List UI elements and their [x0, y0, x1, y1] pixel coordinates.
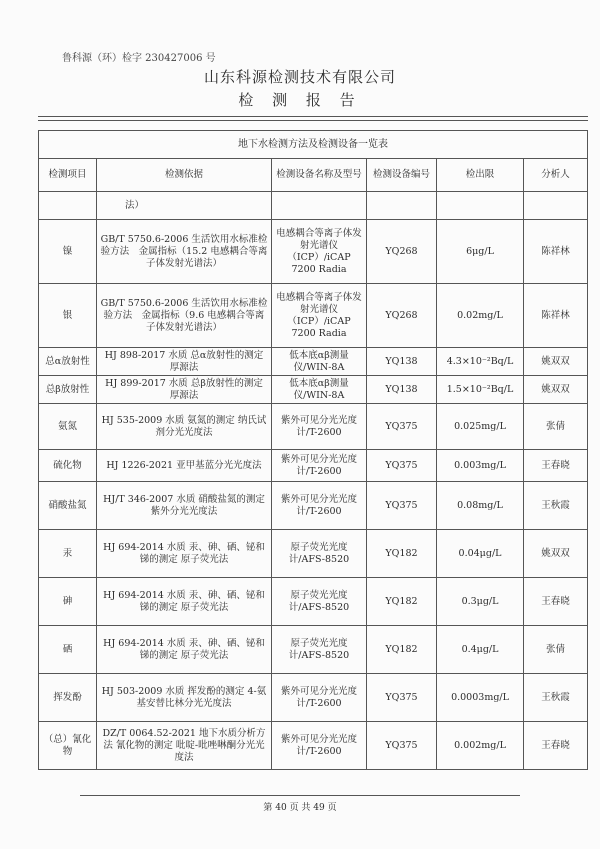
basis-cell: HJ 694-2014 水质 汞、砷、硒、铋和锑的测定 原子荧光法 [97, 626, 272, 674]
limit-cell: 0.003mg/L [437, 450, 524, 482]
table-row [39, 220, 588, 284]
device-cell: 原子荧光光度计/AFS-8520 [272, 530, 367, 578]
table-cell [39, 192, 97, 220]
basis-cell: HJ 1226-2021 亚甲基蓝分光光度法 [97, 450, 272, 482]
limit-cell: 0.0003mg/L [437, 674, 524, 722]
device-cell: 紫外可见分光光度计/T-2600 [272, 482, 367, 530]
basis-cell: GB/T 5750.6-2006 生活饮用水标准检验方法 金属指标（9.6 电感耦合等离子体发射光谱法） [97, 284, 272, 348]
device-no-cell: YQ268 [367, 220, 437, 284]
device-cell: 低本底αβ测量仪/WIN-8A [272, 348, 367, 376]
table-row [39, 404, 588, 450]
device-cell: 低本底αβ测量仪/WIN-8A [272, 376, 367, 404]
basis-cell: HJ 694-2014 水质 汞、砷、硒、铋和锑的测定 原子荧光法 [97, 578, 272, 626]
item-cell: （总）氰化物 [39, 722, 97, 770]
analyst-cell: 陈祥林 [524, 284, 588, 348]
item-cell: 汞 [39, 530, 97, 578]
table-caption: 地下水检测方法及检测设备一览表 [39, 131, 588, 159]
limit-cell: 0.04μg/L [437, 530, 524, 578]
table-body [39, 220, 588, 770]
column-header: 检测依据 [97, 159, 272, 192]
table-row [39, 578, 588, 626]
limit-cell: 1.5×10⁻²Bq/L [437, 376, 524, 404]
table-header-row [39, 159, 588, 192]
item-cell: 硒 [39, 626, 97, 674]
device-cell: 紫外可见分光光度计/T-2600 [272, 450, 367, 482]
limit-cell: 0.002mg/L [437, 722, 524, 770]
limit-cell: 6μg/L [437, 220, 524, 284]
table-cell [272, 192, 367, 220]
device-no-cell: YQ138 [367, 376, 437, 404]
analyst-cell: 王春晓 [524, 722, 588, 770]
device-no-cell: YQ375 [367, 674, 437, 722]
basis-cell: DZ/T 0064.52-2021 地下水质分析方法 氰化物的测定 吡啶-吡唑啉酮分光光度法 [97, 722, 272, 770]
device-no-cell: YQ375 [367, 722, 437, 770]
analyst-cell: 王春晓 [524, 578, 588, 626]
device-no-cell: YQ182 [367, 626, 437, 674]
device-cell: 紫外可见分光光度计/T-2600 [272, 674, 367, 722]
table-row [39, 284, 588, 348]
report-number: 鲁科源（环）检字 230427006 号 [62, 53, 216, 64]
header-rule-thin [38, 120, 588, 121]
table-cell [367, 192, 437, 220]
basis-cell: HJ 535-2009 水质 氨氮的测定 纳氏试剂分光光度法 [97, 404, 272, 450]
continuation-row [39, 192, 588, 220]
item-cell: 总β放射性 [39, 376, 97, 404]
methods-table [38, 130, 588, 770]
page-number: 第 40 页 共 49 页 [263, 803, 337, 813]
analyst-cell: 陈祥林 [524, 220, 588, 284]
footer-rule [80, 795, 520, 796]
table-cell [437, 192, 524, 220]
table-row [39, 482, 588, 530]
analyst-cell: 姚双双 [524, 348, 588, 376]
device-no-cell: YQ268 [367, 284, 437, 348]
item-cell: 镍 [39, 220, 97, 284]
report-title: 检 测 报 告 [238, 91, 362, 109]
table-row [39, 348, 588, 376]
device-no-cell: YQ375 [367, 404, 437, 450]
continuation-text: 法） [97, 192, 272, 220]
table-caption-row [39, 131, 588, 159]
analyst-cell: 张倩 [524, 626, 588, 674]
table-row [39, 674, 588, 722]
column-header: 检测设备编号 [367, 159, 437, 192]
column-header: 检测设备名称及型号 [272, 159, 367, 192]
item-cell: 氨氮 [39, 404, 97, 450]
analyst-cell: 张倩 [524, 404, 588, 450]
basis-cell: GB/T 5750.6-2006 生活饮用水标准检验方法 金属指标（15.2 电感耦合等离子体发射光谱法） [97, 220, 272, 284]
column-header: 检出限 [437, 159, 524, 192]
limit-cell: 0.3μg/L [437, 578, 524, 626]
item-cell: 银 [39, 284, 97, 348]
limit-cell: 0.02mg/L [437, 284, 524, 348]
item-cell: 硝酸盐氮 [39, 482, 97, 530]
limit-cell: 0.025mg/L [437, 404, 524, 450]
basis-cell: HJ 898-2017 水质 总α放射性的测定 厚源法 [97, 348, 272, 376]
limit-cell: 4.3×10⁻²Bq/L [437, 348, 524, 376]
table-row [39, 376, 588, 404]
table-row [39, 530, 588, 578]
item-cell: 砷 [39, 578, 97, 626]
table-row [39, 722, 588, 770]
header-rule [38, 116, 588, 117]
device-cell: 原子荧光光度计/AFS-8520 [272, 626, 367, 674]
analyst-cell: 姚双双 [524, 376, 588, 404]
basis-cell: HJ 694-2014 水质 汞、砷、硒、铋和锑的测定 原子荧光法 [97, 530, 272, 578]
device-cell: 紫外可见分光光度计/T-2600 [272, 404, 367, 450]
analyst-cell: 姚双双 [524, 530, 588, 578]
analyst-cell: 王秋霞 [524, 674, 588, 722]
limit-cell: 0.08mg/L [437, 482, 524, 530]
basis-cell: HJ/T 346-2007 水质 硝酸盐氮的测定 紫外分光光度法 [97, 482, 272, 530]
device-no-cell: YQ375 [367, 482, 437, 530]
column-header: 分析人 [524, 159, 588, 192]
device-no-cell: YQ182 [367, 530, 437, 578]
analyst-cell: 王春晓 [524, 450, 588, 482]
table-cell [524, 192, 588, 220]
device-cell: 原子荧光光度计/AFS-8520 [272, 578, 367, 626]
table-row [39, 626, 588, 674]
device-no-cell: YQ375 [367, 450, 437, 482]
basis-cell: HJ 503-2009 水质 挥发酚的测定 4-氨基安替比林分光光度法 [97, 674, 272, 722]
device-no-cell: YQ182 [367, 578, 437, 626]
limit-cell: 0.4μg/L [437, 626, 524, 674]
company-name: 山东科源检测技术有限公司 [203, 68, 396, 86]
device-cell: 电感耦合等离子体发射光谱仪（ICP）/iCAP 7200 Radia [272, 220, 367, 284]
table-row [39, 450, 588, 482]
column-header: 检测项目 [39, 159, 97, 192]
analyst-cell: 王秋霞 [524, 482, 588, 530]
device-cell: 紫外可见分光光度计/T-2600 [272, 722, 367, 770]
device-cell: 电感耦合等离子体发射光谱仪（ICP）/iCAP 7200 Radia [272, 284, 367, 348]
item-cell: 挥发酚 [39, 674, 97, 722]
device-no-cell: YQ138 [367, 348, 437, 376]
basis-cell: HJ 899-2017 水质 总β放射性的测定 厚源法 [97, 376, 272, 404]
item-cell: 硫化物 [39, 450, 97, 482]
item-cell: 总α放射性 [39, 348, 97, 376]
